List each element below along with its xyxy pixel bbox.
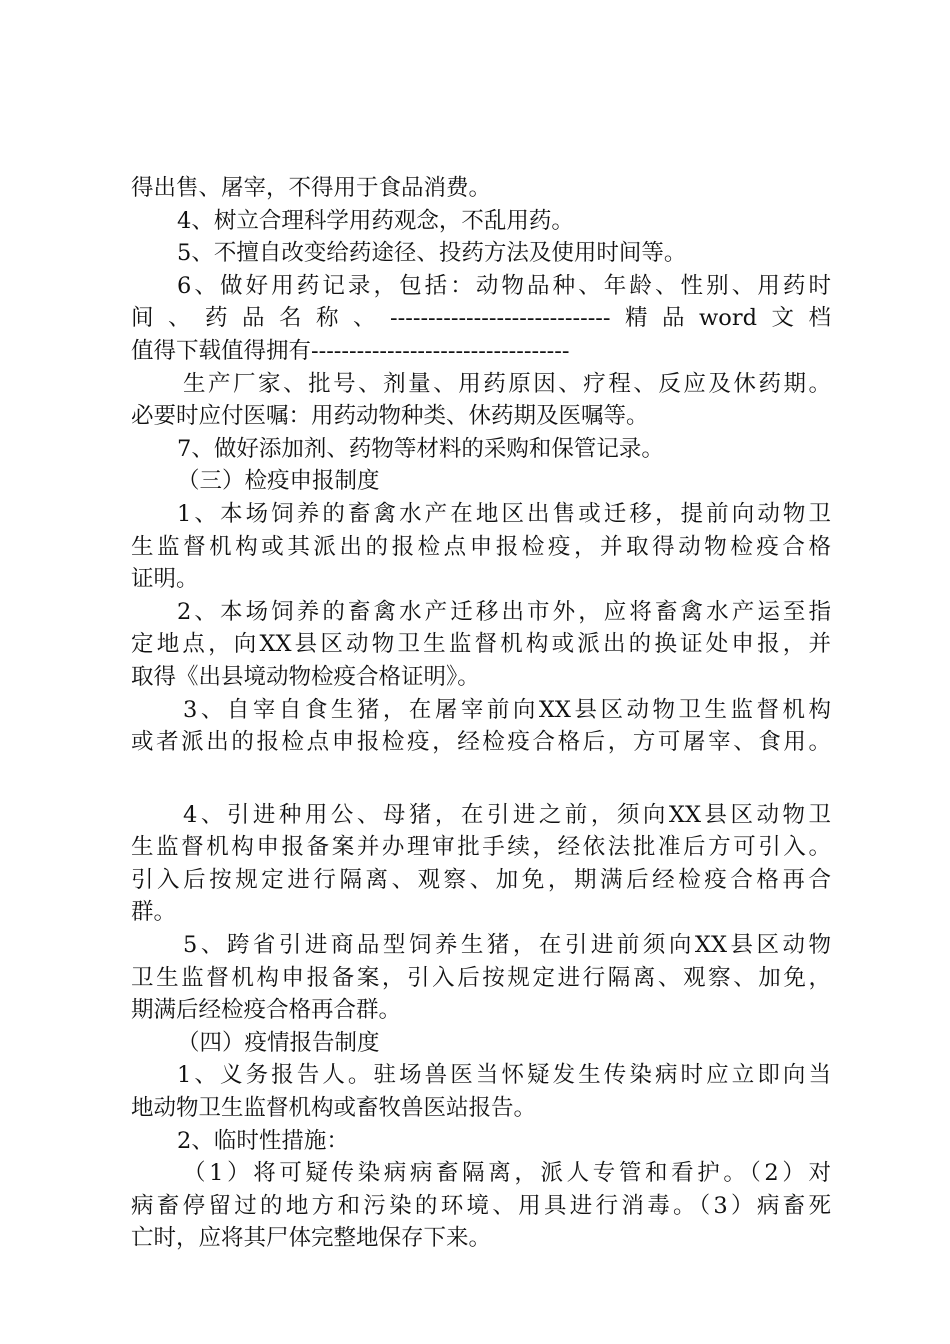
paragraph-line: 生产厂家、批号、剂量、用药原因、疗程、反应及休药期。 xyxy=(183,370,831,397)
blank-line xyxy=(131,759,831,799)
paragraph-line: 间、药品名称、-----------------------------精品word文档 xyxy=(131,305,831,332)
report-item-1: 1、义务报告人。驻场兽医当怀疑发生传染病时应立即向当 xyxy=(177,1062,831,1089)
paragraph-line: 亡时，应将其尸体完整地保存下来。 xyxy=(131,1225,492,1252)
paragraph-line: 或者派出的报检点申报检疫，经检疫合格后，方可屠宰、食用。 xyxy=(131,729,831,756)
paragraph-line: 生监督机构或其派出的报检点申报检疫，并取得动物检疫合格 xyxy=(131,533,831,560)
list-item-5: 5、不擅自改变给药途径、投药方法及使用时间等。 xyxy=(177,240,687,267)
paragraph-line: 引入后按规定进行隔离、观察、加免，期满后经检疫合格再合 xyxy=(131,866,831,893)
inspection-item-1: 1、本场饲养的畜禽水产在地区出售或迁移，提前向动物卫 xyxy=(177,500,831,527)
document-body xyxy=(131,172,831,1255)
section-heading-3: （三）检疫申报制度 xyxy=(177,468,380,495)
paragraph-line: 卫生监督机构申报备案，引入后按规定进行隔离、观察、加免， xyxy=(131,964,831,991)
measure-line: （1）将可疑传染病病畜隔离，派人专管和看护。（2）对 xyxy=(183,1160,831,1187)
paragraph-line: 期满后经检疫合格再合群。 xyxy=(131,997,402,1024)
watermark-line: 值得下载值得拥有---------------------------------- xyxy=(131,337,570,364)
paragraph-line: 生监督机构申报备案并办理审批手续，经依法批准后方可引入。 xyxy=(131,834,831,861)
paragraph-line: 得出售、屠宰，不得用于食品消费。 xyxy=(131,175,492,201)
list-item-4: 4、树立合理科学用药观念，不乱用药。 xyxy=(177,207,574,234)
inspection-item-3: 3、自宰自食生猪，在屠宰前向XX县区动物卫生监督机构 xyxy=(183,696,831,723)
paragraph-line: 证明。 xyxy=(131,566,199,593)
list-item-6: 6、做好用药记录，包括：动物品种、年龄、性别、用药时 xyxy=(177,272,831,299)
list-item-7: 7、做好添加剂、药物等材料的采购和保管记录。 xyxy=(177,435,664,462)
paragraph-line: 群。 xyxy=(131,899,177,926)
report-item-2: 2、临时性措施： xyxy=(177,1127,349,1154)
inspection-item-5: 5、跨省引进商品型饲养生猪，在引进前须向XX县区动物 xyxy=(183,932,831,959)
section-heading-4: （四）疫情报告制度 xyxy=(177,1029,380,1056)
paragraph-line: 地动物卫生监督机构或畜牧兽医站报告。 xyxy=(131,1095,537,1122)
inspection-item-2: 2、本场饲养的畜禽水产迁移出市外，应将畜禽水产运至指 xyxy=(177,598,831,625)
paragraph-line: 必要时应付医嘱：用药动物种类、休药期及医嘱等。 xyxy=(131,403,649,430)
paragraph-line: 病畜停留过的地方和污染的环境、用具进行消毒。（3）病畜死 xyxy=(131,1192,831,1219)
inspection-item-4: 4、引进种用公、母猪，在引进之前，须向XX县区动物卫 xyxy=(183,801,831,828)
paragraph-line: 取得《出县境动物检疫合格证明》。 xyxy=(131,663,480,690)
paragraph-line: 定地点，向XX县区动物卫生监督机构或派出的换证处申报，并 xyxy=(131,631,831,658)
